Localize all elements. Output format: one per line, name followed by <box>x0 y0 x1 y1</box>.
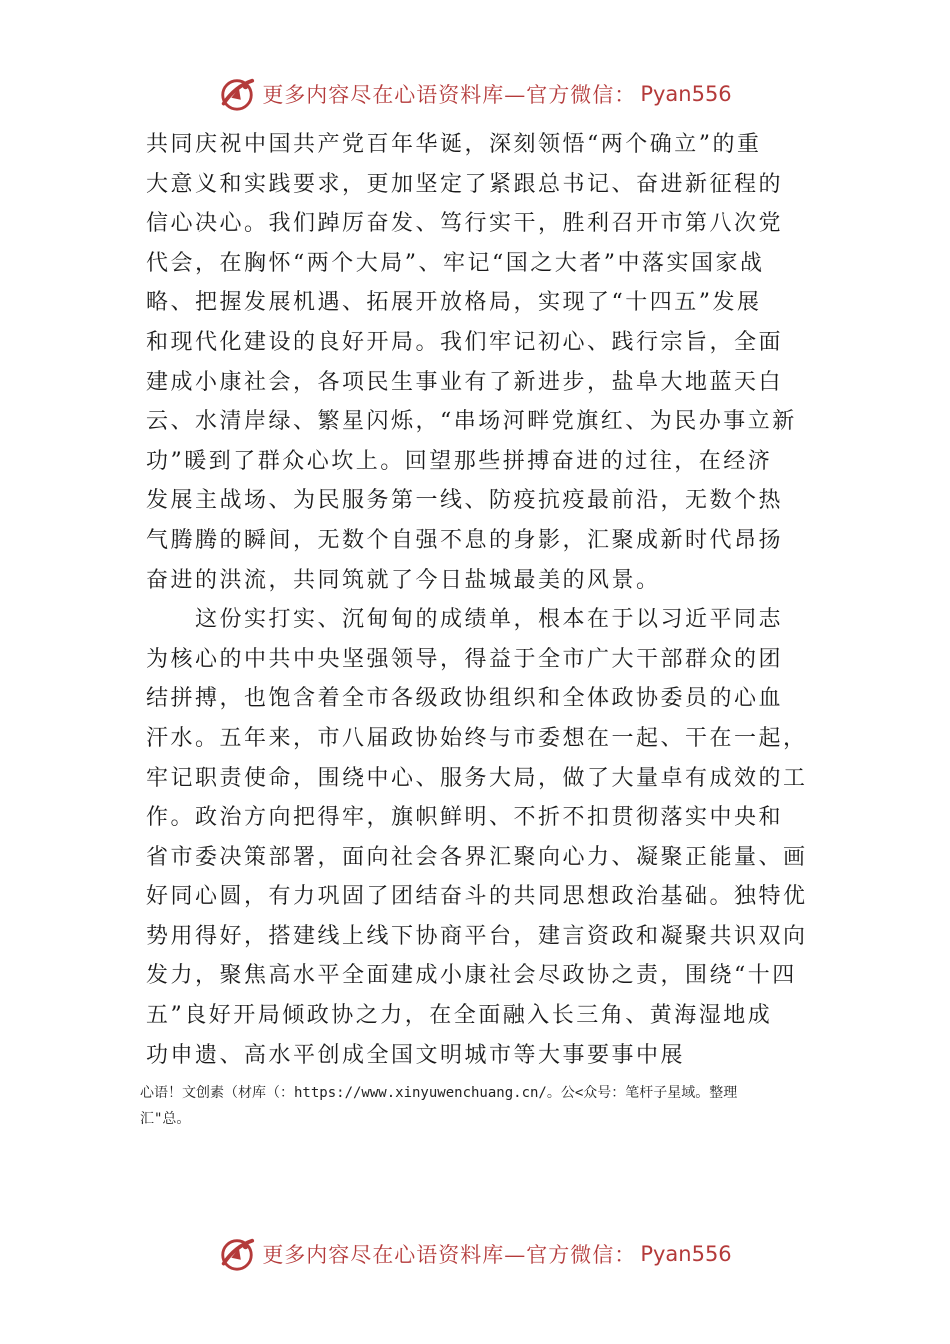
text-line: 信心决心。我们踔厉奋发、笃行实干，胜利召开市第八次党 <box>146 211 784 237</box>
banner-wechat-id: Pyan556 <box>640 82 732 106</box>
text-line: 汗水。五年来，市八届政协始终与市委想在一起、干在一起， <box>146 725 808 751</box>
text-line: 作。政治方向把得牢，旗帜鲜明、不折不扣贯彻落实中央和 <box>146 805 784 831</box>
text-line: 省市委决策部署，面向社会各界汇聚向心力、凝聚正能量、画 <box>146 844 808 870</box>
footer-banner <box>0 1232 950 1276</box>
banner-text: 更多内容尽在心语资料库—官方微信： <box>262 1243 637 1267</box>
text-line: 五”良好开局倾政协之力，在全面融入长三角、黄海湿地成 <box>146 1003 773 1029</box>
document-body <box>146 125 816 1075</box>
text-line: 功”暖到了群众心坎上。回望那些拼搏奋进的过往，在经济 <box>146 448 773 474</box>
logo-icon <box>218 1235 256 1273</box>
text-line: 大意义和实践要求，更加坚定了紧跟总书记、奋进新征程的 <box>146 171 784 197</box>
text-line: 为核心的中共中央坚强领导，得益于全市广大干部群众的团 <box>146 646 784 672</box>
text-line: 奋进的洪流，共同筑就了今日盐城最美的风景。 <box>146 567 661 593</box>
banner-text: 更多内容尽在心语资料库—官方微信： <box>262 83 637 107</box>
text-line: 发力，聚焦高水平全面建成小康社会尽政协之责，围绕“十四 <box>146 963 797 989</box>
text-line: 好同心圆，有力巩固了团结奋斗的共同思想政治基础。独特优 <box>146 884 808 910</box>
text-line: 建成小康社会，各项民生事业有了新进步，盐阜大地蓝天白 <box>146 369 784 395</box>
header-banner <box>0 72 950 116</box>
source-note-line: 心语！文创素（材库（：https://www.xinyuwenchuang.cn/。公<众号：笔杆子星域。整理 <box>140 1085 738 1101</box>
text-line: 牢记职责使命，围绕中心、服务大局，做了大量卓有成效的工 <box>146 765 808 791</box>
text-line: 势用得好，搭建线上线下协商平台，建言资政和凝聚共识双向 <box>146 923 808 949</box>
source-note <box>140 1080 830 1132</box>
text-line: 这份实打实、沉甸甸的成绩单，根本在于以习近平同志 <box>146 607 784 633</box>
text-line: 发展主战场、为民服务第一线、防疫抗疫最前沿，无数个热 <box>146 488 784 514</box>
logo-icon <box>218 75 256 113</box>
text-line: 和现代化建设的良好开局。我们牢记初心、践行宗旨，全面 <box>146 329 784 355</box>
banner-wechat-id: Pyan556 <box>640 1242 732 1266</box>
text-line: 略、把握发展机遇、拓展开放格局，实现了“十四五”发展 <box>146 290 762 316</box>
text-line: 代会，在胸怀“两个大局”、牢记“国之大者”中落实国家战 <box>146 250 765 276</box>
text-line: 结拼搏，也饱含着全市各级政协组织和全体政协委员的心血 <box>146 686 784 712</box>
text-line: 功申遗、高水平创成全国文明城市等大事要事中展 <box>146 1042 686 1068</box>
text-line: 共同庆祝中国共产党百年华诞，深刻领悟“两个确立”的重 <box>146 132 762 157</box>
text-line: 云、水清岸绿、繁星闪烁，“串场河畔党旗红、为民办事立新 <box>146 409 797 435</box>
text-line: 气腾腾的瞬间，无数个自强不息的身影，汇聚成新时代昂扬 <box>146 527 784 553</box>
source-note-line: 汇"总。 <box>140 1111 191 1127</box>
